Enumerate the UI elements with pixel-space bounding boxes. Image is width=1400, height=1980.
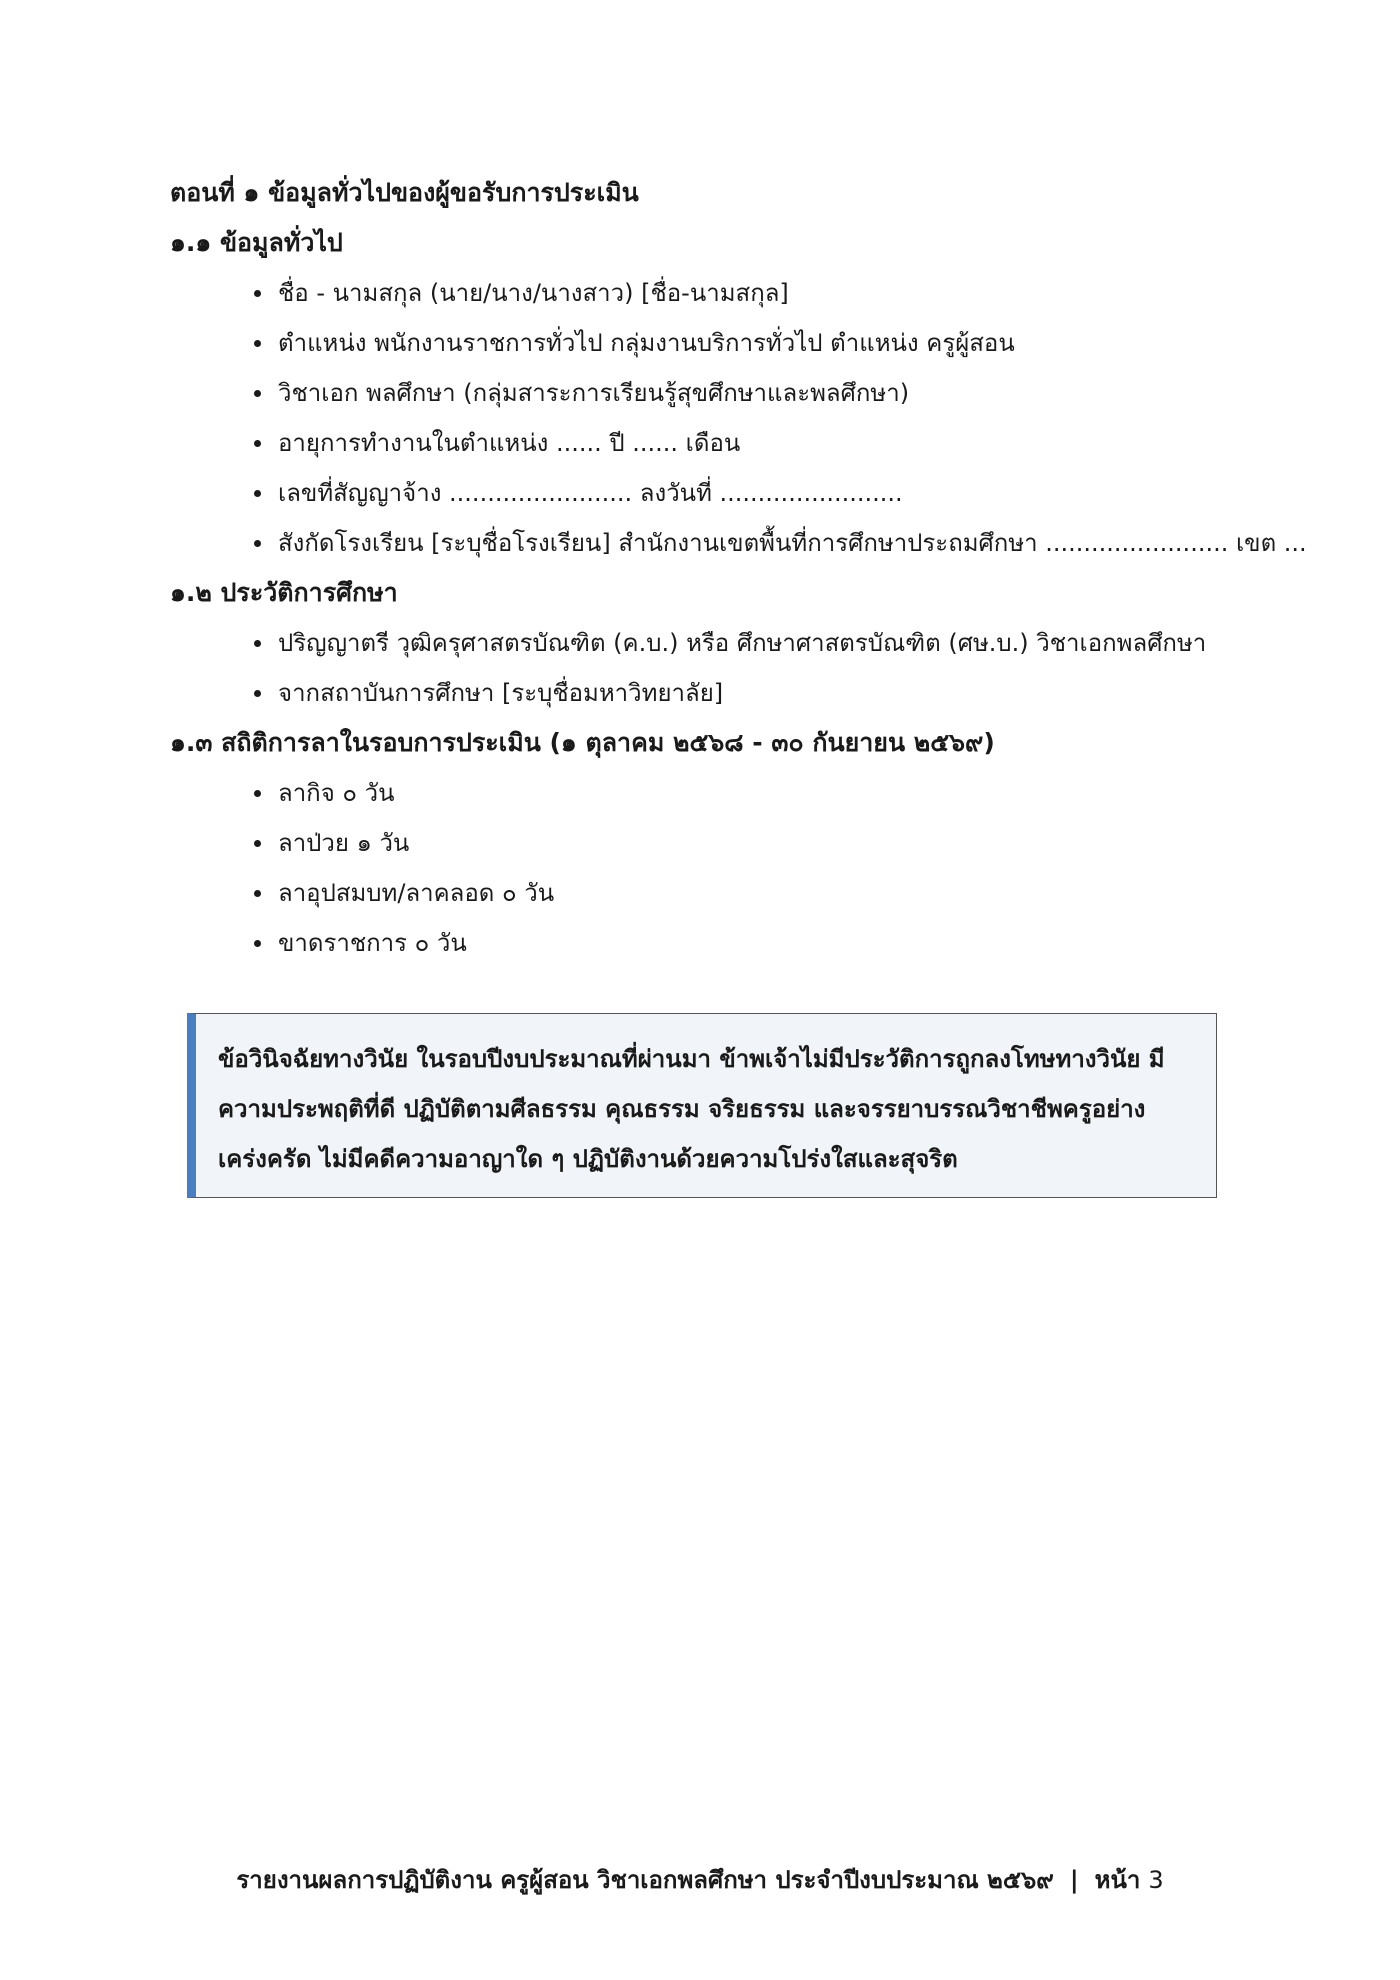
bullet-icon — [254, 440, 261, 447]
bullet-icon — [254, 390, 261, 397]
bullet-icon — [254, 840, 261, 847]
bullet-icon — [254, 640, 261, 647]
list-item-text: วิชาเอก พลศึกษา (กลุ่มสาระการเรียนรู้สุขศึกษาและพลศึกษา) — [278, 379, 910, 407]
section-title-leave-stats: ๑.๓ สถิติการลาในรอบการประเมิน (๑ ตุลาคม ๒๕๖๘ - ๓๐ กันยายน ๒๕๖๙) — [170, 728, 995, 757]
bullet-icon — [254, 540, 261, 547]
bullet-icon — [254, 290, 261, 297]
list-item-text: เลขที่สัญญาจ้าง ........................ ลงวันที่ ........................ — [278, 479, 903, 507]
list-item — [254, 418, 1250, 468]
footer-page-label: หน้า — [1094, 1866, 1141, 1894]
page-content — [170, 168, 1307, 968]
part-title: ตอนที่ ๑ ข้อมูลทั่วไปของผู้ขอรับการประเมิน — [170, 178, 639, 207]
list-item — [254, 868, 1250, 918]
list-item-text: ลากิจ ๐ วัน — [278, 779, 395, 807]
bullet-icon — [254, 690, 261, 697]
list-item — [254, 518, 1307, 568]
list-item-text: อายุการทำงานในตำแหน่ง ...... ปี ...... เดือน — [278, 429, 741, 457]
list-item-text: ปริญญาตรี วุฒิครุศาสตรบัณฑิต (ค.บ.) หรือ ศึกษาศาสตรบัณฑิต (ศษ.บ.) วิชาเอกพลศึกษา — [278, 629, 1207, 657]
list-item — [254, 918, 1250, 968]
notice-line: ความประพฤติที่ดี ปฏิบัติตามศีลธรรม คุณธรรม จริยธรรม และจรรยาบรรณวิชาชีพครูอย่าง — [218, 1095, 1146, 1123]
section-title-education: ๑.๒ ประวัติการศึกษา — [170, 578, 398, 607]
list-item — [254, 468, 1250, 518]
list-item-text: จากสถาบันการศึกษา [ระบุชื่อมหาวิทยาลัย] — [278, 679, 724, 707]
list-item-text: ตำแหน่ง พนักงานราชการทั่วไป กลุ่มงานบริการทั่วไป ตำแหน่ง ครูผู้สอน — [278, 329, 1015, 357]
list-item — [254, 768, 1250, 818]
list-item — [254, 668, 1250, 718]
list-item-text: ขาดราชการ ๐ วัน — [278, 929, 467, 957]
list-item-text: ลาอุปสมบท/ลาคลอด ๐ วัน — [278, 879, 555, 907]
list-item-text: ชื่อ - นามสกุล (นาย/นาง/นางสาว) [ชื่อ-นามสกุล] — [278, 279, 789, 307]
notice-line: ข้อวินิจฉัยทางวินัย ในรอบปีงบประมาณที่ผ่านมา ข้าพเจ้าไม่มีประวัติการถูกลงโทษทางวินัย มี — [218, 1045, 1165, 1073]
footer-document-title: รายงานผลการปฏิบัติงาน ครูผู้สอน วิชาเอกพลศึกษา ประจำปีงบประมาณ ๒๕๖๙ — [236, 1866, 1054, 1894]
section-title-general-info: ๑.๑ ข้อมูลทั่วไป — [170, 228, 343, 257]
footer-separator: | — [1069, 1866, 1079, 1894]
list-item — [254, 818, 1250, 868]
bullet-icon — [254, 340, 261, 347]
leave-stats-list — [170, 768, 1250, 968]
list-item — [254, 618, 1250, 668]
list-item-text: ลาป่วย ๑ วัน — [278, 829, 410, 857]
footer-page-number: 3 — [1148, 1866, 1164, 1894]
general-info-list — [170, 268, 1307, 568]
bullet-icon — [254, 490, 261, 497]
list-item-text: สังกัดโรงเรียน [ระบุชื่อโรงเรียน] สำนักงานเขตพื้นที่การศึกษาประถมศึกษา ........................ เขต ... — [278, 529, 1307, 557]
bullet-icon — [254, 790, 261, 797]
list-item — [254, 318, 1250, 368]
bullet-icon — [254, 890, 261, 897]
list-item — [254, 368, 1250, 418]
bullet-icon — [254, 940, 261, 947]
notice-line: เคร่งครัด ไม่มีคดีความอาญาใด ๆ ปฏิบัติงานด้วยความโปร่งใสและสุจริต — [218, 1145, 958, 1173]
discipline-notice-box — [187, 1013, 1217, 1198]
page-footer — [0, 1860, 1400, 1900]
education-list — [170, 618, 1250, 718]
list-item — [254, 268, 1250, 318]
